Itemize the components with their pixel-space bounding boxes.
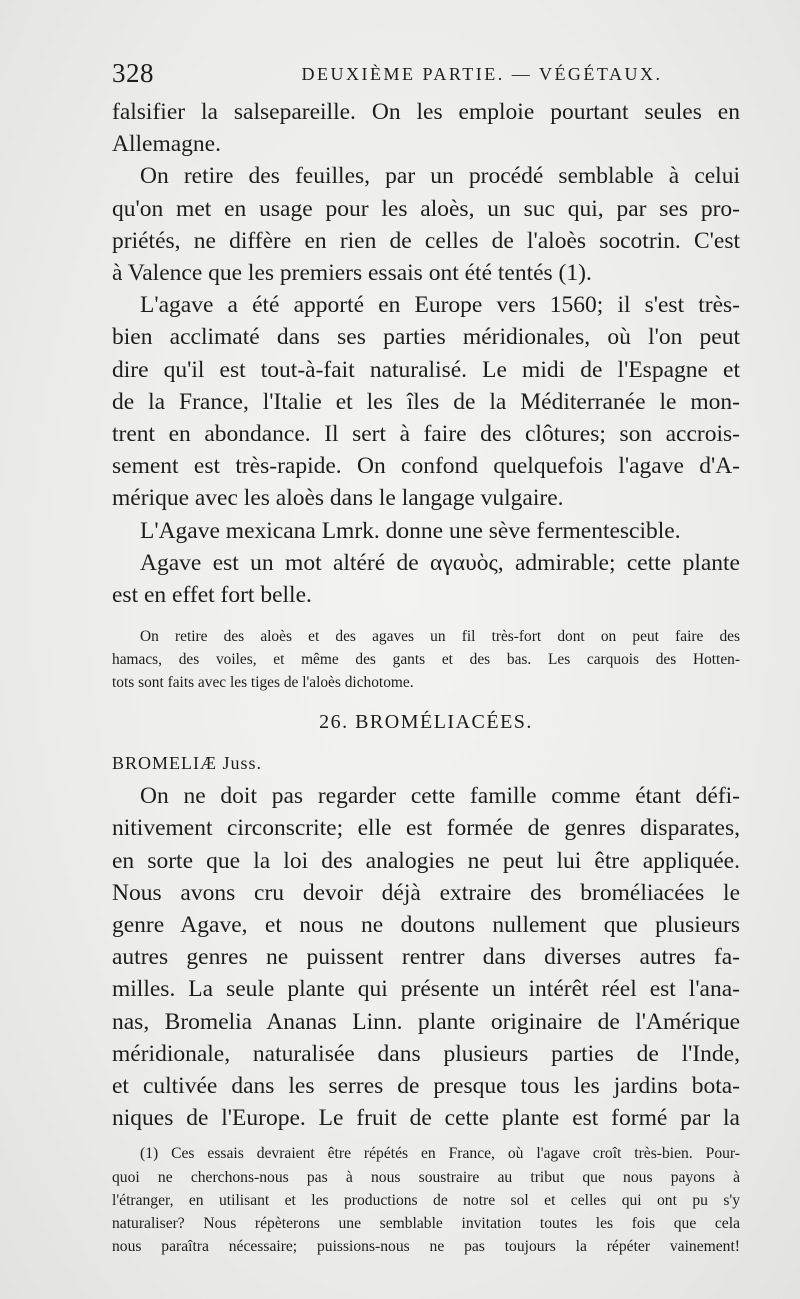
note-line: hamacs, des voiles, et même des gants et des bas. Les carquois des Hotten- xyxy=(112,651,740,669)
text-line: en sorte que la loi des analogies ne peut lui être appliquée. xyxy=(112,847,740,874)
text-line: L'Agave mexicana Lmrk. donne une sève fermentescible. xyxy=(140,517,681,544)
text-line: qu'on met en usage pour les aloès, un suc qui, par ses pro- xyxy=(112,195,740,222)
paragraphs-bromeliaceae xyxy=(112,780,740,1134)
footnote-line: nous paraîtra nécessaire; puissions-nous ne pas toujours la répéter vainement! xyxy=(112,1238,740,1256)
text-line: milles. La seule plante qui présente un intérêt réel est l'ana- xyxy=(112,976,740,1003)
text-line: On ne doit pas regarder cette famille comme étant défi- xyxy=(140,783,740,810)
footnote-line: quoi ne cherchons-nous pas à nous soustraire au tribut que nous payons à xyxy=(112,1168,740,1186)
text-line: Nous avons cru devoir déjà extraire des broméliacées le xyxy=(112,879,740,906)
body-text xyxy=(112,96,740,1259)
text-line: à Valence que les premiers essais ont été tentés (1). xyxy=(112,260,592,287)
text-line: dire qu'il est tout-à-fait naturalisé. Le midi de l'Espagne et xyxy=(112,356,740,383)
page-number: 328 xyxy=(112,58,154,88)
text-line: nas, Bromelia Ananas Linn. plante originaire de l'Amérique xyxy=(112,1008,740,1035)
text-line: nitivement circonscrite; elle est formée de genres disparates, xyxy=(112,815,740,842)
text-line: Allemagne. xyxy=(112,131,221,158)
text-line: sement est très-rapide. On confond quelquefois l'agave d'A- xyxy=(112,453,740,480)
text-line: Agave est un mot altéré de αγαυὸς, admirable; cette plante xyxy=(140,549,740,576)
text-line: bien acclimaté dans ses parties méridionales, où l'on peut xyxy=(112,324,740,351)
text-line: méridionale, naturalisée dans plusieurs parties de l'Inde, xyxy=(112,1040,740,1067)
note-line: tots sont faits avec les tiges de l'aloès dichotome. xyxy=(112,674,414,692)
page-header xyxy=(112,56,742,92)
text-line: de la France, l'Italie et les îles de la Méditerranée le mon- xyxy=(112,388,740,415)
text-line: L'agave a été apporté en Europe vers 1560; il s'est très- xyxy=(140,292,740,319)
text-line: trent en abondance. Il sert à faire des clôtures; son accrois- xyxy=(112,421,740,448)
text-line: mérique avec les aloès dans le langage vulgaire. xyxy=(112,485,564,512)
footnote-line: naturaliser? Nous répèterons une semblable invitation toutes les fois que cela xyxy=(112,1215,740,1233)
text-line: autres genres ne puissent rentrer dans diverses autres fa- xyxy=(112,944,740,971)
subsection-heading: BROMELIÆ Juss. xyxy=(112,753,263,774)
text-line: On retire des feuilles, par un procédé semblable à celui xyxy=(140,163,740,190)
footnote-line: l'étranger, en utilisant et les productions de notre sol et celles qui ont pu s'y xyxy=(112,1191,740,1209)
text-line: priétés, ne diffère en rien de celles de l'aloès socotrin. C'est xyxy=(112,227,740,254)
text-line: genre Agave, et nous ne doutons nullement que plusieurs xyxy=(112,912,740,939)
section-title: 26. BROMÉLIACÉES. xyxy=(319,711,533,734)
footnote-line: (1) Ces essais devraient être répétés en France, où l'agave croît très-bien. Pour- xyxy=(140,1145,740,1163)
note-line: On retire des aloès et des agaves un fil très-fort dont on peut faire des xyxy=(140,628,740,646)
text-line: falsifier la salsepareille. On les emploie pourtant seules en xyxy=(112,99,740,125)
paragraphs-agave xyxy=(112,96,740,611)
text-line: niques de l'Europe. Le fruit de cette plante est formé par la xyxy=(112,1105,740,1132)
text-line: est en effet fort belle. xyxy=(112,582,312,609)
footnote xyxy=(112,1142,740,1258)
text-line: et cultivée dans les serres de presque tous les jardins bota- xyxy=(112,1073,740,1100)
note-block xyxy=(112,625,740,694)
running-head: DEUXIÈME PARTIE. — VÉGÉTAUX. xyxy=(301,64,663,84)
